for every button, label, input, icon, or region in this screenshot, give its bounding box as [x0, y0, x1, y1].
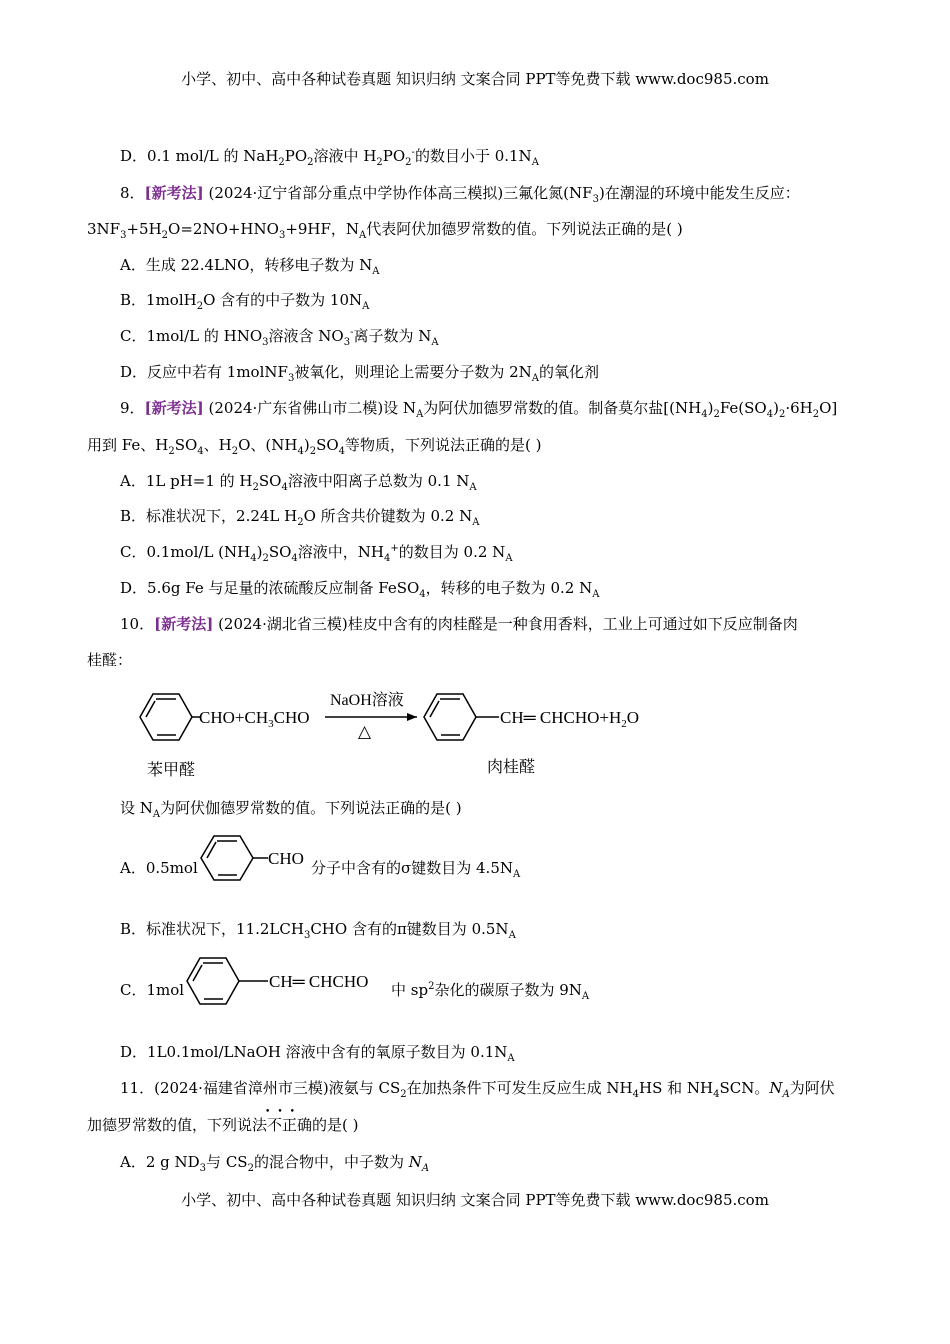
new-method-tag: [新考法]: [144, 399, 204, 417]
q8-option-d: D．反应中若有 1molNF$_3$被氧化，则理论上需要分子数为 $2N_A$的氧化剂: [120, 363, 600, 384]
q10-option-a-post: 分子中含有的σ键数目为 $4.5N_A$: [311, 859, 521, 880]
q9-stem: 9．[新考法] (2024·广东省佛山市二模)设 $N_A$为阿伏加德罗常数的值。制备莫尔盐$[(NH_4)_2Fe(SO_4)_2\cdot 6H_2O]$: [120, 399, 838, 420]
q10-option-d: D．1L0.1mol/LNaOH 溶液中含有的氧原子数目为 $0.1N_A$: [120, 1043, 515, 1064]
reaction-scheme: [115, 680, 675, 785]
q8-option-a: A．生成 22.4LNO，转移电子数为 $N_A$: [120, 256, 380, 277]
benzaldehyde-label: 苯甲醛: [147, 762, 196, 779]
svg-text:CH═ CHCHO: CH═ CHCHO: [269, 972, 369, 991]
q8-option-b: B．1molH$_2$O 含有的中子数为 $10N_A$: [120, 291, 370, 312]
cinnamaldehyde-label: 肉桂醛: [487, 759, 536, 776]
svg-text:CHO: CHO: [268, 849, 304, 868]
page-footer: 小学、初中、高中各种试卷真题 知识归纳 文案合同 PPT等免费下载 www.doc985.com: [181, 1191, 769, 1209]
new-method-tag: [新考法]: [144, 184, 204, 202]
benzene-ring-icon: [187, 958, 268, 1004]
q11-stem-2: 加德罗常数的值，下列说法不正确 •••的是( ): [87, 1115, 359, 1135]
q9-option-d: D．5.6g Fe 与足量的浓硫酸反应制备 FeSO$_4$，转移的电子数为 0.2 $N_A$: [120, 579, 600, 600]
q11-option-a: A．2 g $ND_3$与 $CS_2$的混合物中，中子数为 $N_A$: [120, 1153, 430, 1174]
q8-equation: $3NF_3+5H_2O=2NO+HNO_3+9HF$，$N_A$代表阿伏加德罗常数的值。下列说法正确的是( ): [87, 220, 683, 241]
new-method-tag: [新考法]: [154, 615, 214, 633]
product-text: CH═ $CHCHO+H_2O$: [500, 708, 640, 730]
heat-symbol: △: [358, 722, 372, 741]
q7-option-d: D．0.1 mol/L 的 $NaH_2PO_2$溶液中 $H_2PO_2^-$的数目小于 $0.1N_A$: [120, 147, 539, 168]
q10-option-c-post: 中 $sp^2$杂化的碳原子数为 $9N_A$: [391, 981, 590, 1002]
q8-stem: 8．[新考法] (2024·辽宁省部分重点中学协作体高三模拟)三氟化氮$(NF_3)$在潮湿的环境中能发生反应：: [120, 184, 800, 205]
q9-stem-2: 用到 Fe、$H_2SO_4$、$H_2O$、$(NH_4)_2SO_4$等物质，下列说法正确的是( ): [87, 436, 542, 457]
q10-stem: 10．[新考法] (2024·湖北省三模)桂皮中含有的肉桂醛是一种食用香料，工业上可通过如下反应制备肉: [120, 615, 798, 633]
q10-option-b: B．标准状况下，$11.2LCH_3CHO$ 含有的π键数目为 $0.5N_A$: [120, 920, 516, 941]
q8-option-c: C．1mol/L 的 $HNO_3$溶液含 $NO_3^-$离子数为 $N_A$: [120, 327, 439, 348]
q9-option-c: C．0.1mol/L $(NH_4)_2SO_4$溶液中，$NH_4^+$的数目为 0.2 $N_A$: [120, 543, 513, 564]
benzene-ring-icon: [201, 836, 268, 880]
q11-stem: 11．(2024·福建省漳州市三模)液氨与 $CS_2$在加热条件下可发生反应生成 $NH_4HS$ 和 $NH_4SCN$。$N_A$为阿伏: [120, 1079, 835, 1100]
benzene-ring-icon: [140, 694, 200, 740]
q9-option-a: A．1L pH=1 的 $H_2SO_4$溶液中阳离子总数为 0.1 $N_A$: [120, 472, 477, 493]
q9-option-b: B．标准状况下，2.24L $H_2O$ 所含共价键数为 0.2 $N_A$: [120, 507, 480, 528]
reaction-condition: NaOH溶液: [330, 692, 404, 709]
emphasis-dots: 不正确 •••: [267, 1116, 312, 1134]
q10-ask: 设 $N_A$为阿伏伽德罗常数的值。下列说法正确的是( ): [120, 799, 462, 820]
q10-option-a-pre: A．0.5mol: [120, 859, 198, 877]
q10-stem-2: 桂醛：: [87, 651, 133, 669]
benzene-ring-icon: [424, 694, 499, 740]
benzaldehyde-structure: [196, 830, 316, 888]
reactant-text: $CHO+CH_3CHO$: [199, 708, 310, 730]
page-header: 小学、初中、高中各种试卷真题 知识归纳 文案合同 PPT等免费下载 www.doc985.com: [181, 70, 769, 88]
q10-option-c-pre: C．1mol: [120, 981, 185, 999]
